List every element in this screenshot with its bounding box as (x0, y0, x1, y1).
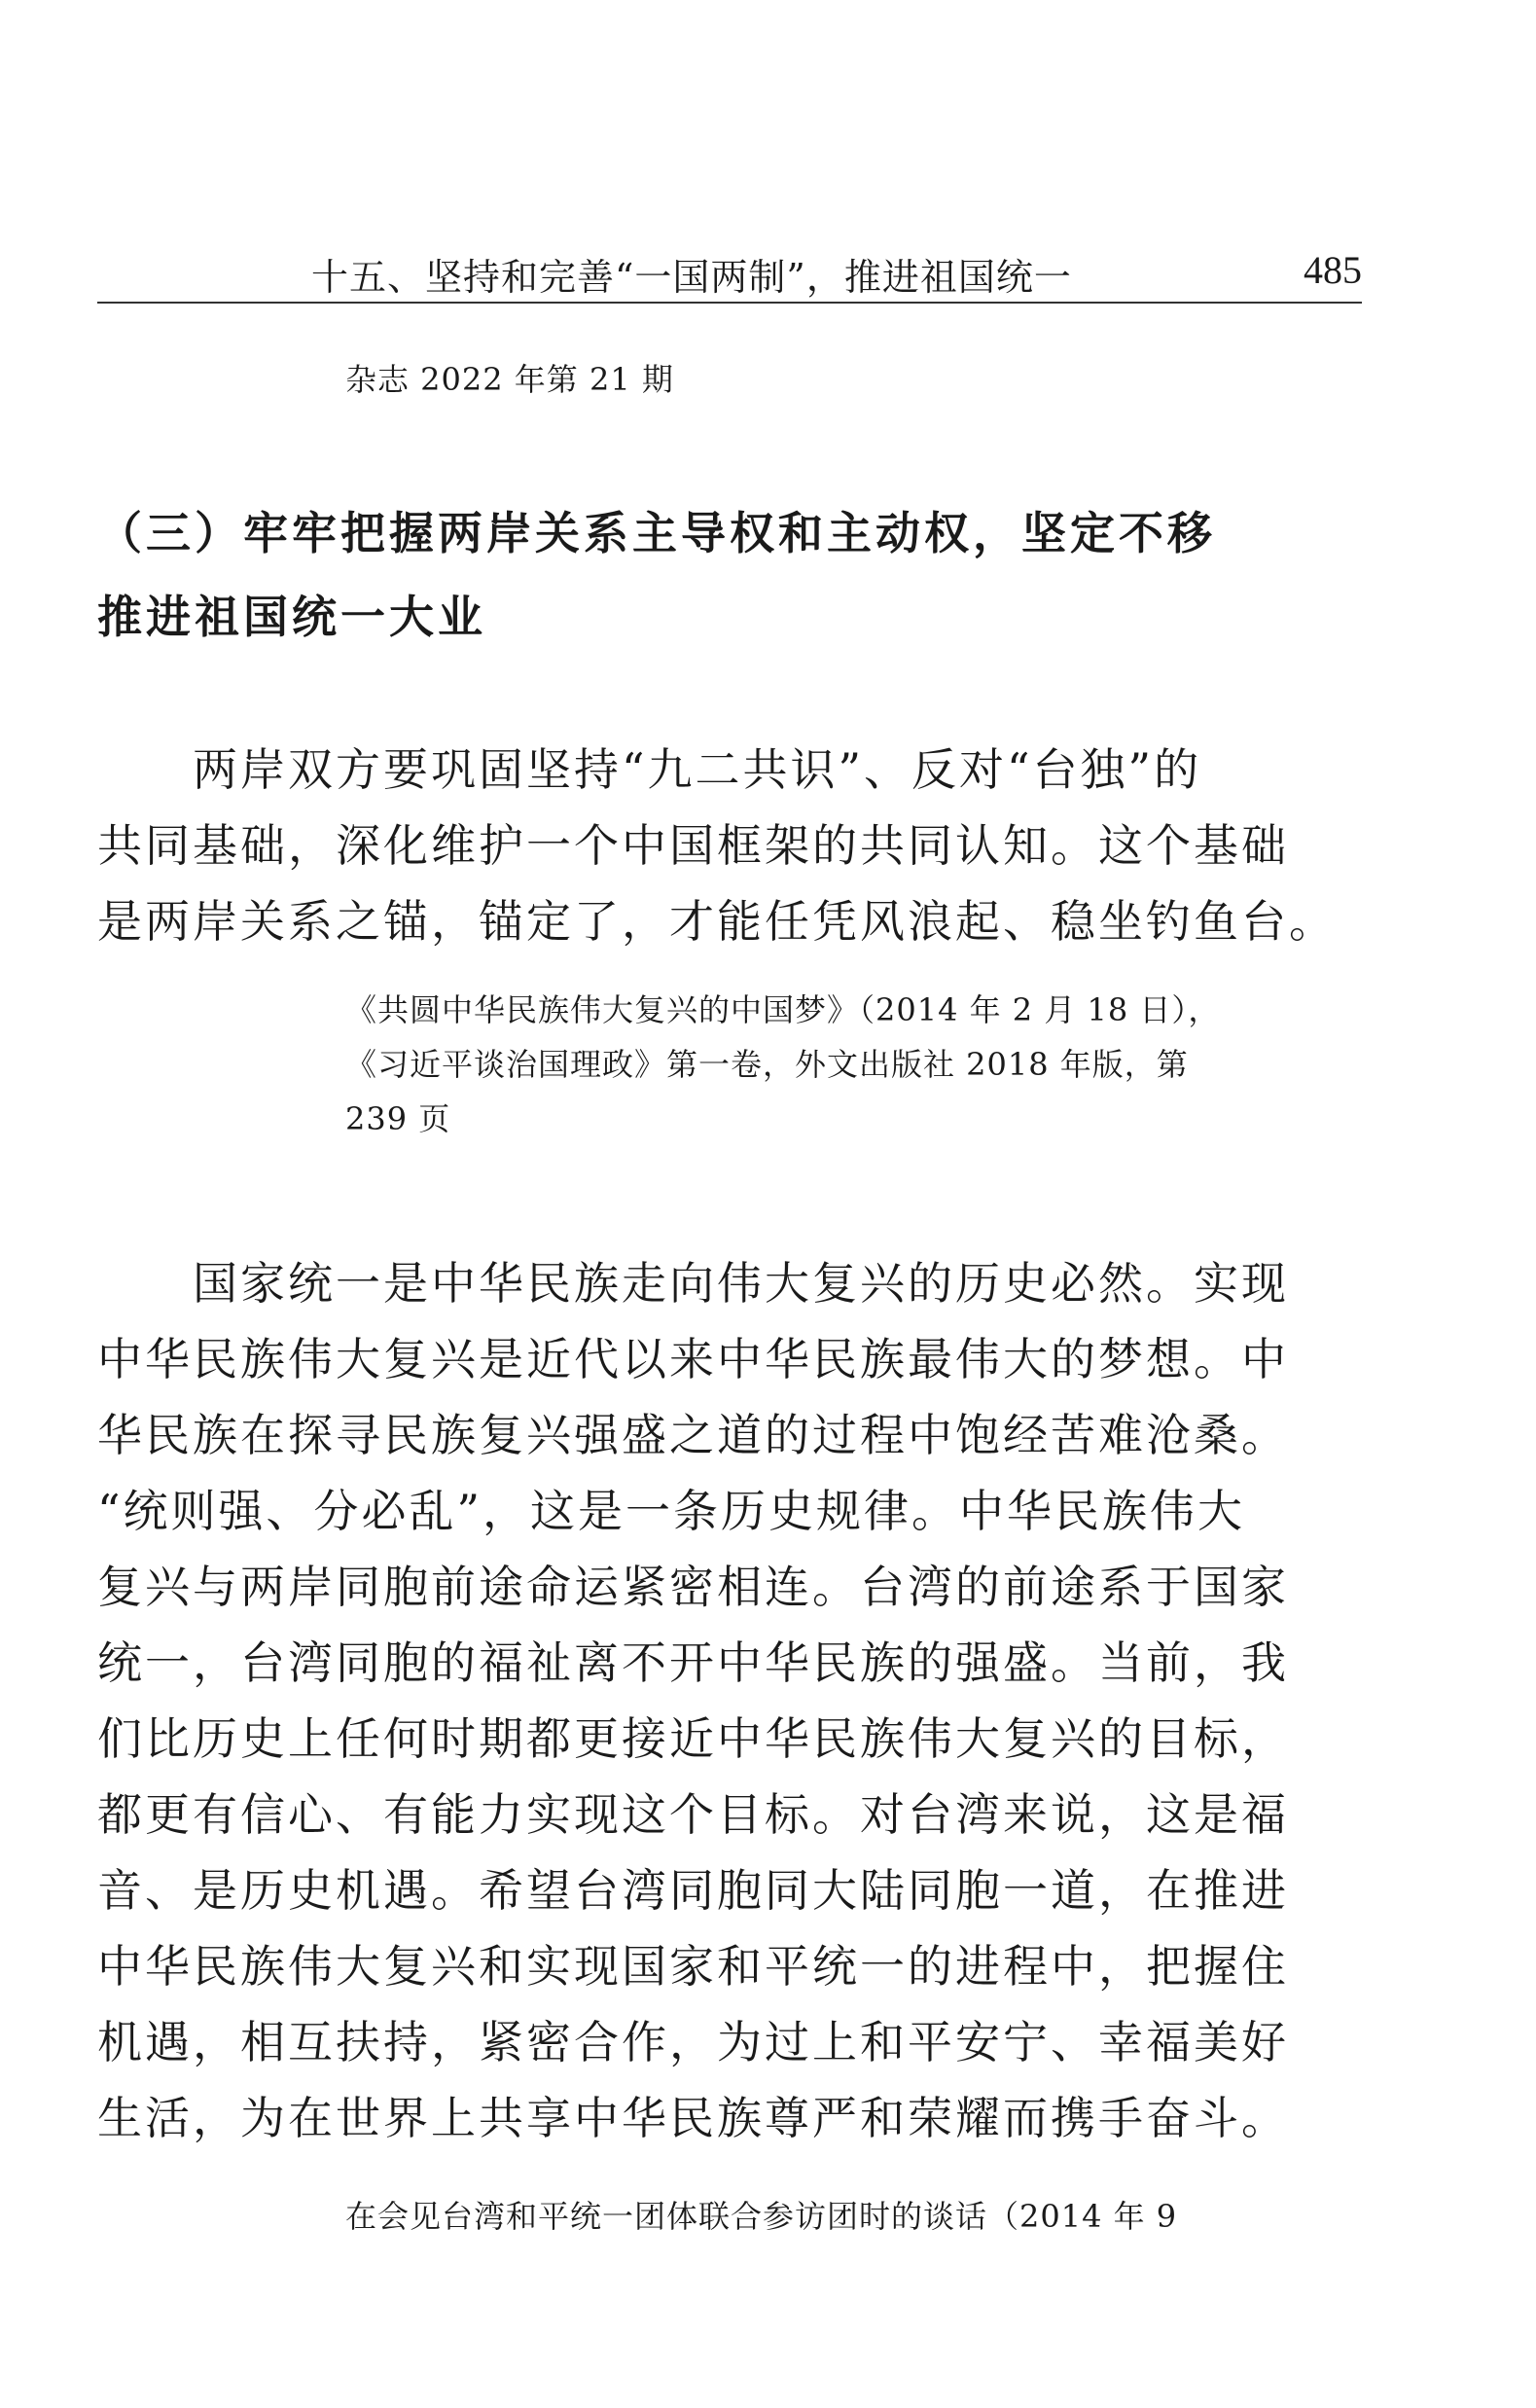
running-header (97, 243, 1362, 304)
quote-line: 统一，台湾同胞的福祉离不开中华民族的强盛。当前，我 (97, 1636, 1289, 1689)
quote-line: 共同基础，深化维护一个中国框架的共同认知。这个基础 (97, 819, 1289, 872)
quote-line: 中华民族伟大复兴是近代以来中华民族最伟大的梦想。中 (97, 1333, 1289, 1385)
source-line: 在会见台湾和平统一团体联合参访团时的谈话（2014 年 9 (345, 2198, 1178, 2235)
source-line: 《共圆中华民族伟大复兴的中国梦》（2014 年 2 月 18 日）， (345, 991, 1221, 1028)
quote-paragraph (97, 732, 1362, 959)
source-line: 239 页 (345, 1100, 451, 1137)
quote-line: 都更有信心、有能力实现这个目标。对台湾来说，这是福 (97, 1788, 1289, 1841)
quote-line: 是两岸关系之锚，锚定了，才能任凭风浪起、稳坐钓鱼台。 (97, 895, 1337, 948)
quote-line: 国家统一是中华民族走向伟大复兴的历史必然。实现 (193, 1257, 1289, 1310)
quote-source (345, 983, 1362, 1146)
quote-line: 两岸双方要巩固坚持“九二共识”、反对“台独”的 (193, 743, 1202, 796)
quote-line: 们比历史上任何时期都更接近中华民族伟大复兴的目标， (97, 1712, 1289, 1765)
prior-source-tail: 杂志 2022 年第 21 期 (345, 361, 674, 398)
section-heading-line: 推进祖国统一大业 (97, 591, 486, 643)
quote-line: 生活，为在世界上共享中华民族尊严和荣耀而携手奋斗。 (97, 2092, 1289, 2144)
quote-line: 华民族在探寻民族复兴强盛之道的过程中饱经苦难沧桑。 (97, 1409, 1289, 1461)
quote-line: 音、是历史机遇。希望台湾同胞同大陆同胞一道，在推进 (97, 1864, 1289, 1917)
quote-line: 中华民族伟大复兴和实现国家和平统一的进程中，把握住 (97, 1940, 1289, 1993)
quote-paragraph (97, 1245, 1362, 2156)
quote-line: 机遇，相互扶持，紧密合作，为过上和平安宁、幸福美好 (97, 2016, 1289, 2068)
quote-line: 复兴与两岸同胞前途命运紧密相连。台湾的前途系于国家 (97, 1561, 1289, 1613)
section-heading-line: （三）牢牢把握两岸关系主导权和主动权，坚定不移 (97, 507, 1216, 559)
quote-source (345, 2189, 1362, 2244)
section-heading (97, 491, 1381, 659)
chapter-title: 十五、坚持和完善“一国两制”，推进祖国统一 (311, 256, 1072, 299)
quote-line: “统则强、分必乱”，这是一条历史规律。中华民族伟大 (97, 1485, 1246, 1537)
source-line: 《习近平谈治国理政》第一卷，外文出版社 2018 年版，第 (345, 1046, 1189, 1083)
page-number: 485 (1304, 248, 1362, 292)
